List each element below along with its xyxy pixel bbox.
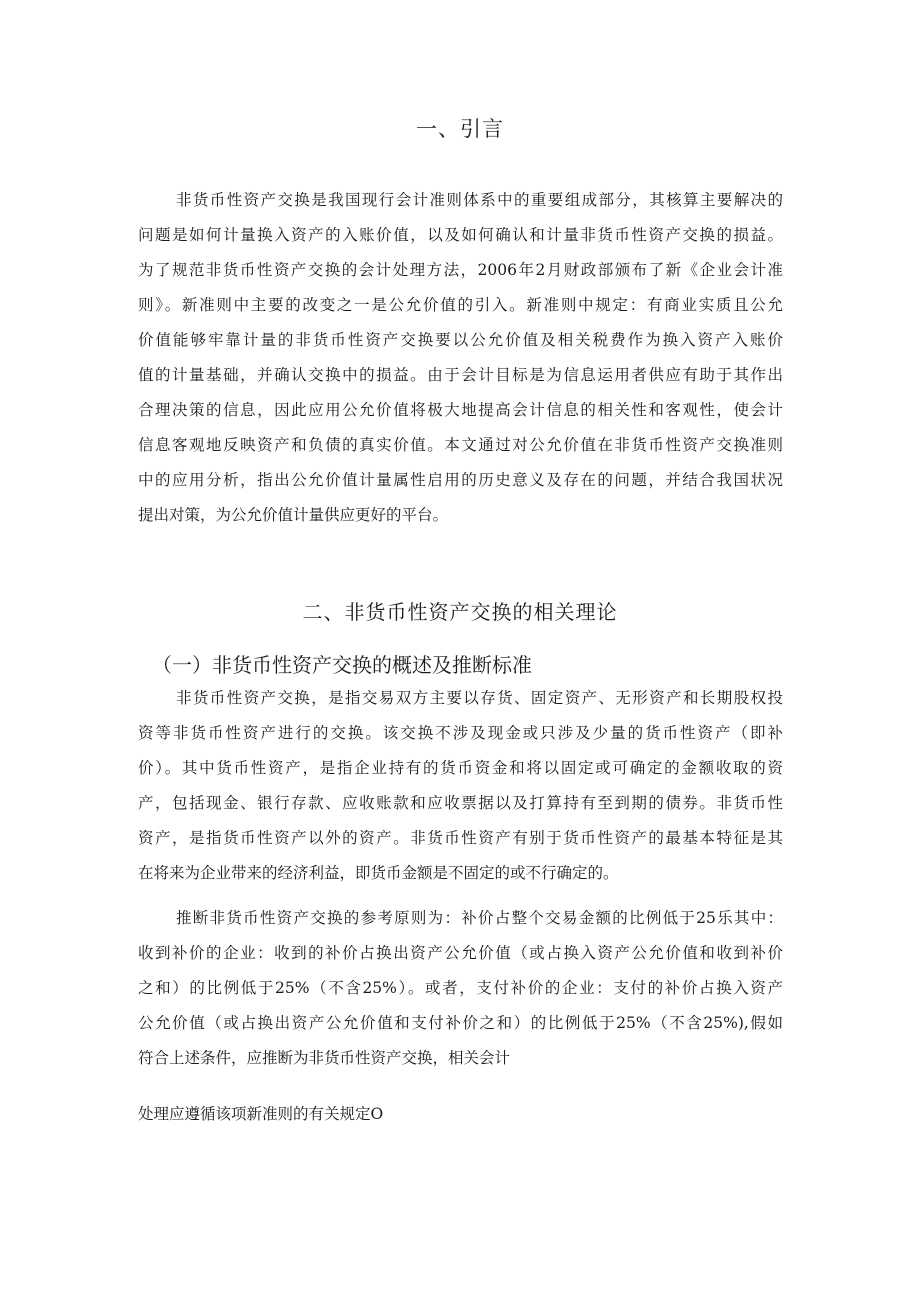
paragraph-line: 价值能够牢靠计量的非货币性资产交换要以公允价值及相关税费作为换入资产入账价 [138, 331, 783, 349]
section-2-title: 二、非货币性资产交换的相关理论 [302, 600, 618, 624]
paragraph-line: 值的计量基础，并确认交换中的损益。由于会计目标是为信息运用者供应有助于其作出 [138, 366, 783, 384]
paragraph-line: 收到补价的企业：收到的补价占换出资产公允价值（或占换入资产公允价值和收到补价 [138, 944, 783, 962]
paragraph-line: 非货币性资产交换是我国现行会计准则体系中的重要组成部分，其核算主要解决的 [176, 191, 783, 209]
paragraph-line: 则》。新准则中主要的改变之一是公允价值的引入。新准则中规定：有商业实质且公允 [138, 296, 783, 314]
section-1-title: 一、引言 [416, 117, 504, 141]
paragraph-line: 公允价值（或占换出资产公允价值和支付补价之和）的比例低于25%（不含25%),假如 [138, 1014, 783, 1032]
paragraph-line: 问题是如何计量换入资产的入账价值，以及如何确认和计量非货币性资产交换的损益。 [138, 226, 783, 244]
paragraph-line: 之和）的比例低于25%（不含25%）。或者，支付补价的企业：支付的补价占换入资产 [138, 979, 783, 997]
paragraph-line: 资等非货币性资产进行的交换。该交换不涉及现金或只涉及少量的货币性资产（即补 [138, 724, 783, 742]
paragraph-line: 合理决策的信息，因此应用公允价值将极大地提高会计信息的相关性和客观性，使会计 [138, 401, 783, 419]
trailing-line: 处理应遵循该项新准则的有关规定O [138, 1105, 384, 1123]
paragraph-line: 符合上述条件，应推断为非货币性资产交换，相关会计 [138, 1049, 511, 1067]
paragraph-line: 资产，是指货币性资产以外的资产。非货币性资产有别于货币性资产的最基本特征是其 [138, 829, 783, 847]
paragraph-line: 为了规范非货币性资产交换的会计处理方法，2006年2月财政部颁布了新《企业会计准 [138, 261, 783, 279]
subsection-1-title: （一）非货币性资产交换的概述及推断标准 [152, 653, 532, 677]
paragraph-line: 信息客观地反映资产和负债的真实价值。本文通过对公允价值在非货币性资产交换准则 [138, 436, 783, 454]
paragraph-line: 提出对策，为公允价值计量供应更好的平台。 [138, 506, 449, 524]
paragraph-line: 推断非货币性资产交换的参考原则为：补价占整个交易金额的比例低于25乐其中： [176, 909, 783, 927]
paragraph-line: 中的应用分析，指出公允价值计量属性启用的历史意义及存在的问题，并结合我国状况 [138, 471, 783, 489]
paragraph-line: 非货币性资产交换，是指交易双方主要以存货、固定资产、无形资产和长期股权投 [176, 689, 783, 707]
paragraph-line: 产，包括现金、银行存款、应收账款和应收票据以及打算持有至到期的债券。非货币性 [138, 794, 783, 812]
paragraph-line: 价）。其中货币性资产，是指企业持有的货币资金和将以固定或可确定的金额收取的资 [138, 759, 783, 777]
paragraph-line: 在将来为企业带来的经济利益，即货币金额是不固定的或不行确定的。 [138, 864, 619, 882]
